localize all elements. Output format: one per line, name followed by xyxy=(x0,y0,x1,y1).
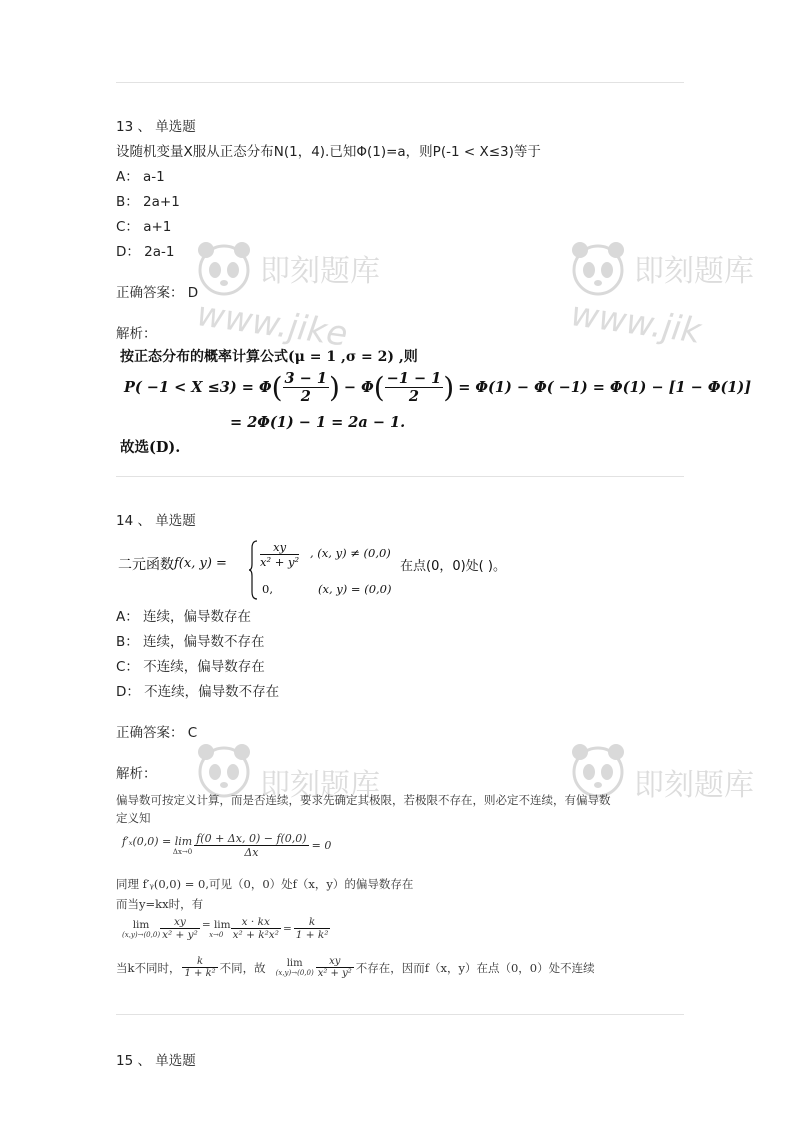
option-a[interactable]: A： 连续，偏导数存在 xyxy=(116,609,252,625)
watermark-brand: 即刻题库 xyxy=(260,254,380,289)
analysis-label: 解析： xyxy=(116,326,157,342)
option-d[interactable]: D： 不连续，偏导数不存在 xyxy=(116,684,280,700)
option-b[interactable]: B： 连续，偏导数不存在 xyxy=(116,634,265,650)
divider xyxy=(116,476,684,477)
case-condition: , (x, y) ≠ (0,0) xyxy=(310,546,391,560)
stem-text: 在点(0，0)处( )。 xyxy=(400,559,506,574)
watermark xyxy=(570,232,800,352)
watermark-url: www.jike xyxy=(194,294,351,355)
fraction: $\frac{3 - 1}{2}$ xyxy=(284,370,327,405)
watermark-brand: 即刻题库 xyxy=(634,768,754,803)
equation-part: − Φ xyxy=(343,379,374,396)
watermark xyxy=(196,738,496,803)
analysis-label: 解析： xyxy=(116,766,157,782)
panda-logo-icon xyxy=(196,238,252,298)
solution-image-13 xyxy=(116,344,752,456)
solution-equation: lim (x,y)→(0,0) $\frac{xy}{\text{x² + y²}}$ = lim x→0 $\frac{x \cdot kx}{\text{x² + k²x²}}$ = $\frac{k}{\text{1 + k²}}$ xyxy=(122,916,329,941)
option-c[interactable]: C： 不连续，偏导数存在 xyxy=(116,659,265,675)
solution-line: 偏导数可按定义计算，而是否连续，要求先确定其极限，若极限不存在，则必定不连续，有偏导数 xyxy=(116,793,611,807)
solution-line: 按正态分布的概率计算公式(μ = 1 ,σ = 2) ,则 xyxy=(120,349,418,365)
case-condition: (x, y) = (0,0) xyxy=(318,582,392,596)
option-b[interactable]: B： 2a+1 xyxy=(116,194,180,210)
correct-answer: 正确答案： C xyxy=(116,725,198,741)
fraction: $\frac{-1 - 1}{2}$ xyxy=(386,370,442,405)
stem-function: f(x, y) = xyxy=(174,556,227,571)
question-13-stem: 设随机变量X服从正态分布N(1，4).已知Φ(1)=a，则P(-1 < X≤3)等于 xyxy=(116,144,541,160)
divider xyxy=(116,82,684,83)
stem-text: 二元函数 xyxy=(118,557,174,573)
watermark-brand: 即刻题库 xyxy=(634,254,754,289)
watermark-url: www.jik xyxy=(568,294,704,352)
divider xyxy=(116,1014,684,1015)
case-value: 0, xyxy=(262,582,273,596)
watermark xyxy=(570,738,800,803)
watermark xyxy=(194,232,496,355)
question-15-header: 15 、 单选题 xyxy=(116,1053,196,1069)
option-c[interactable]: C： a+1 xyxy=(116,219,172,235)
solution-line: 而当y=kx时，有 xyxy=(116,897,204,911)
brace-icon xyxy=(248,540,258,600)
watermark-brand: 即刻题库 xyxy=(260,768,380,803)
option-d[interactable]: D： 2a-1 xyxy=(116,244,175,260)
question-13-header: 13 、 单选题 xyxy=(116,119,196,135)
solution-equation: P( −1 < X ≤3) = Φ ( $\frac{3 - 1}{2}$ ) − Φ ( $\frac{-1 - 1}{2}$ ) = Φ(1) − Φ( −1) = Φ(1) − [1 − Φ(1)] xyxy=(124,370,752,405)
solution-line: = 2Φ(1) − 1 = 2a − 1. xyxy=(230,414,406,431)
correct-answer: 正确答案： D xyxy=(116,285,199,301)
equation-part: = Φ(1) − Φ( −1) = Φ(1) − [1 − Φ(1)] xyxy=(458,379,752,396)
case-fraction: xy x² + y² xyxy=(260,540,300,569)
solution-line: 定义知 xyxy=(116,811,151,825)
option-a[interactable]: A： a-1 xyxy=(116,169,165,185)
question-14-stem xyxy=(116,538,566,602)
panda-logo-icon xyxy=(570,238,626,298)
solution-line: 故选(D). xyxy=(120,439,181,456)
solution-image-14 xyxy=(116,790,696,1000)
question-14-header: 14 、 单选题 xyxy=(116,513,196,529)
solution-equation: f′ₓ(0,0) = lim Δx→0 $\frac{f(0 + \Delta x, 0) - f(0,0)}{\Delta x}$ = 0 xyxy=(122,832,332,859)
solution-equation: 当k不同时， $\frac{k}{\text{1 + k²}}$ 不同，故 lim (x,y)→(0,0) $\frac{xy}{\text{x² + y²}}$ 不存在，因而f（x，y）在点（0，0）处不连续 xyxy=(116,956,595,979)
solution-line: 同理 f′ᵧ(0,0) = 0,可见（0，0）处f（x，y）的偏导数存在 xyxy=(116,877,414,891)
equation-part: P( −1 < X ≤3) = Φ xyxy=(124,379,272,396)
